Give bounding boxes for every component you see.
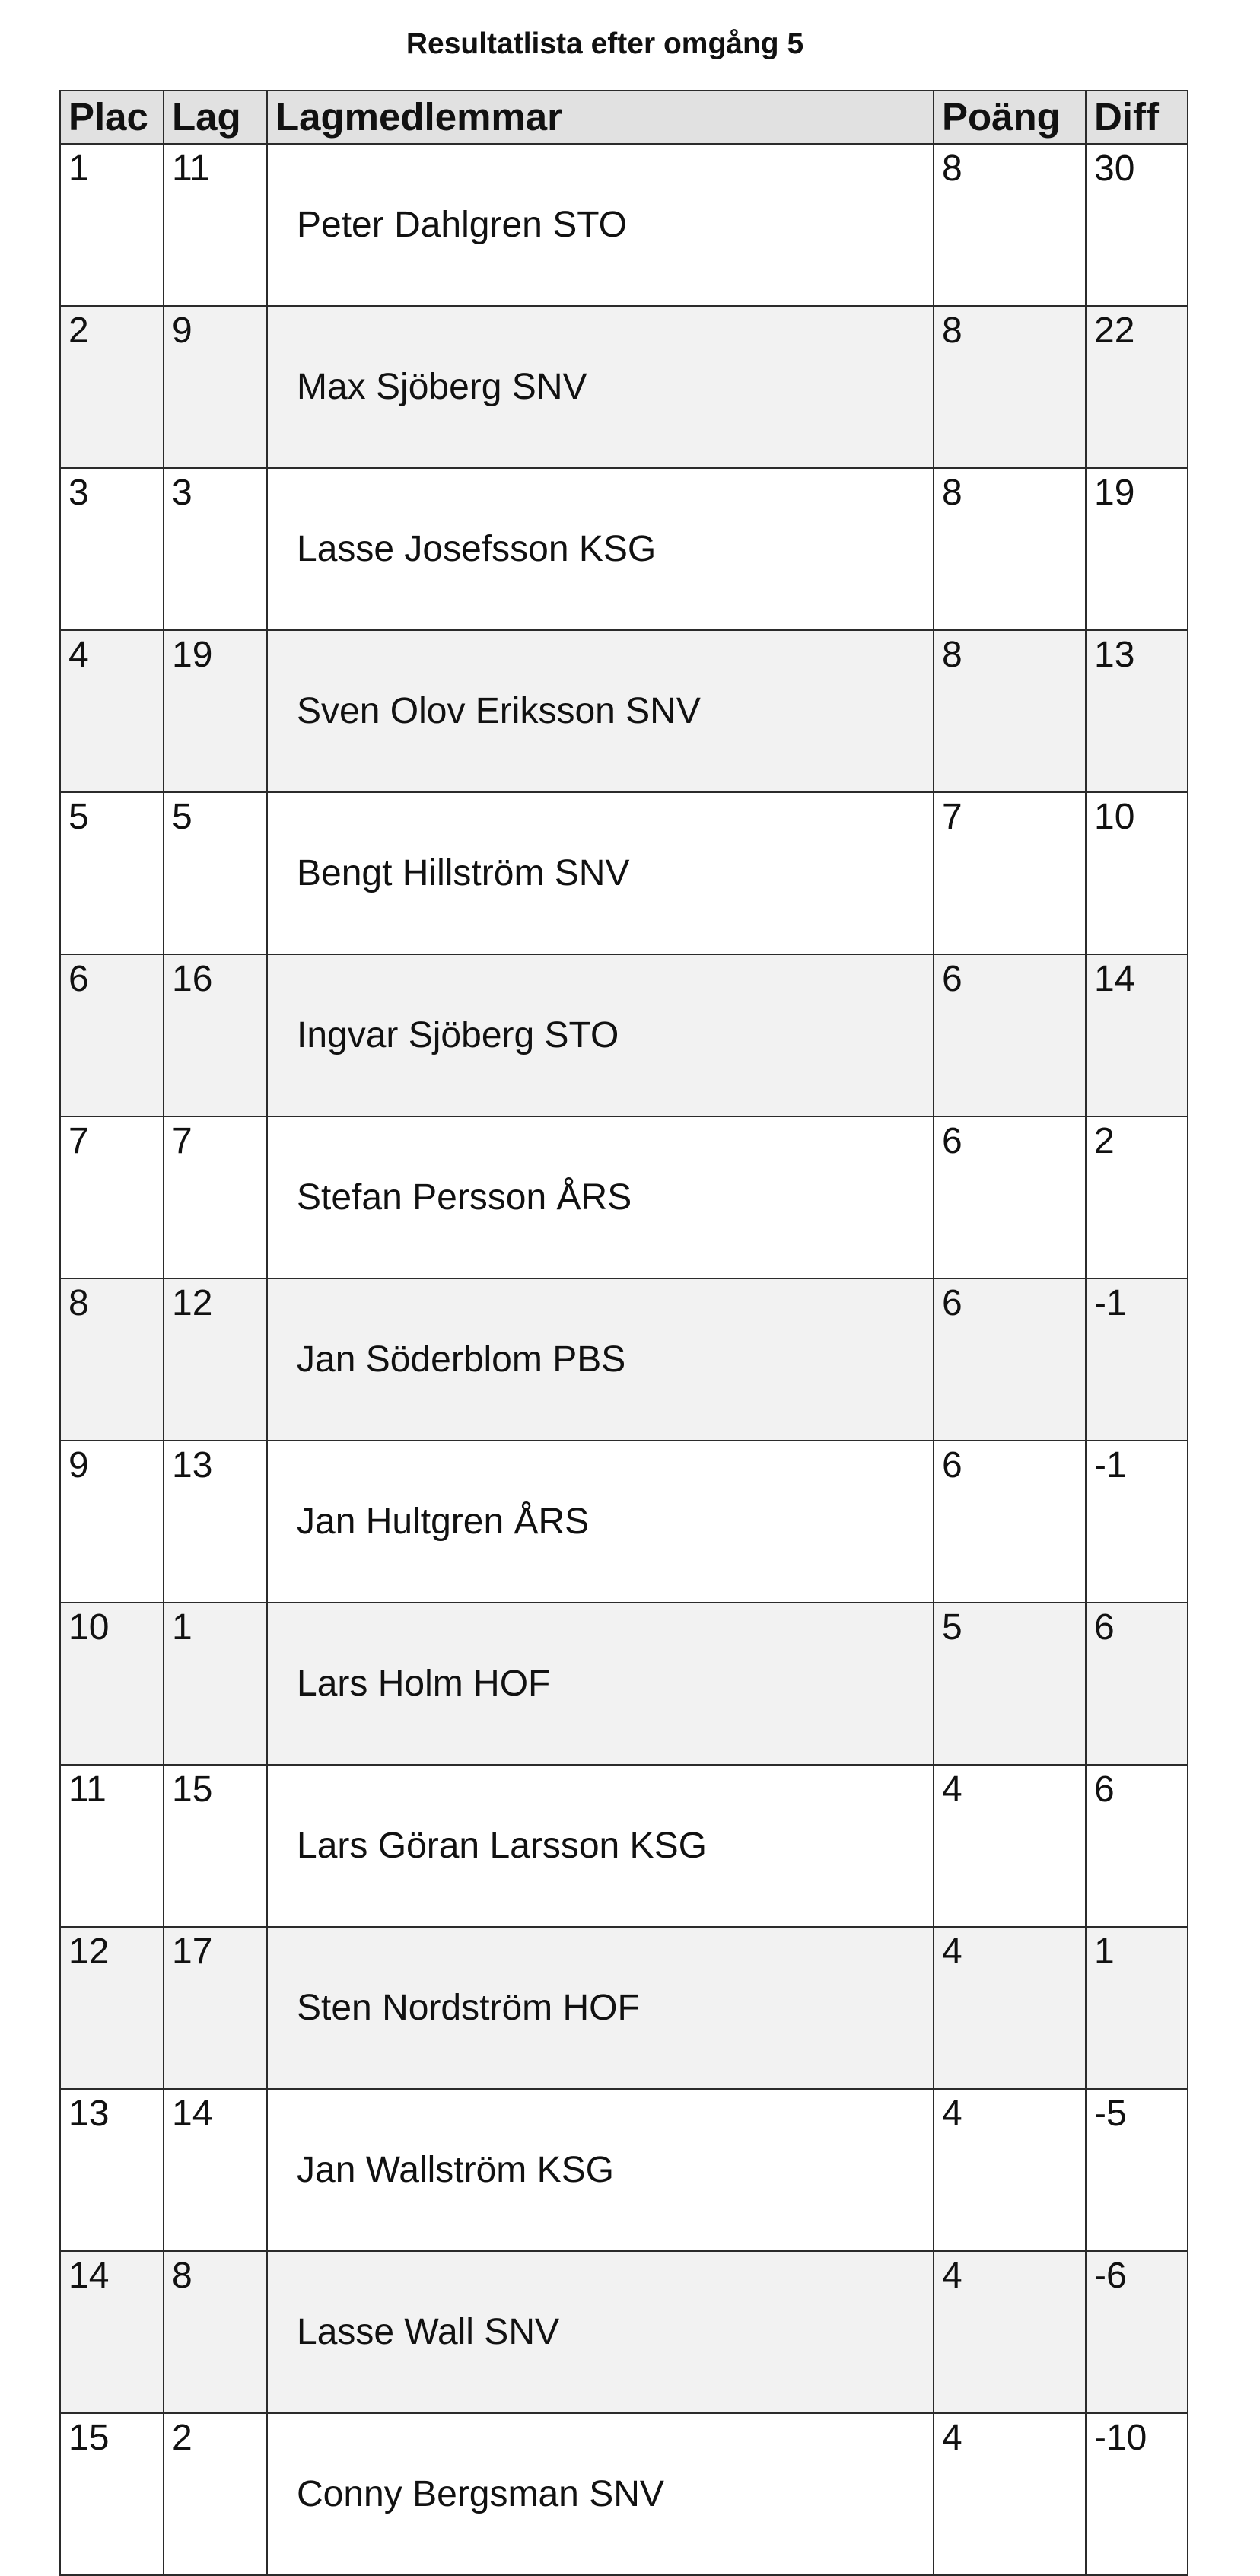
header-lag: Lag: [164, 91, 267, 144]
table-row: [60, 2089, 1188, 2251]
cell-lagmedlemmar: Bengt Hillström SNV: [267, 792, 934, 954]
cell-poang: 5: [934, 1603, 1086, 1765]
cell-plac: 1: [60, 144, 164, 306]
table-row: [60, 1278, 1188, 1441]
cell-lagmedlemmar: Conny Bergsman SNV: [267, 2413, 934, 2575]
cell-plac: 12: [60, 1927, 164, 2089]
cell-diff: 6: [1086, 1603, 1188, 1765]
cell-lag: 11: [164, 144, 267, 306]
cell-diff: -1: [1086, 1278, 1188, 1441]
results-table: [59, 90, 1188, 2576]
cell-lagmedlemmar: Jan Wallström KSG: [267, 2089, 934, 2251]
cell-diff: 30: [1086, 144, 1188, 306]
cell-plac: 4: [60, 630, 164, 792]
cell-lag: 9: [164, 306, 267, 468]
table-row: [60, 1441, 1188, 1603]
cell-plac: 14: [60, 2251, 164, 2413]
header-lagmedlemmar: Lagmedlemmar: [267, 91, 934, 144]
table-row: [60, 306, 1188, 468]
table-row: [60, 1603, 1188, 1765]
cell-diff: -10: [1086, 2413, 1188, 2575]
cell-poang: 8: [934, 468, 1086, 630]
cell-plac: 10: [60, 1603, 164, 1765]
table-row: [60, 630, 1188, 792]
cell-diff: 1: [1086, 1927, 1188, 2089]
results-body: [60, 144, 1188, 2575]
cell-poang: 6: [934, 1278, 1086, 1441]
table-row: [60, 792, 1188, 954]
cell-diff: -6: [1086, 2251, 1188, 2413]
cell-lagmedlemmar: Jan Söderblom PBS: [267, 1278, 934, 1441]
cell-plac: 8: [60, 1278, 164, 1441]
cell-lagmedlemmar: Ingvar Sjöberg STO: [267, 954, 934, 1116]
cell-diff: 6: [1086, 1765, 1188, 1927]
cell-lagmedlemmar: Sven Olov Eriksson SNV: [267, 630, 934, 792]
cell-diff: 22: [1086, 306, 1188, 468]
table-row: [60, 2413, 1188, 2575]
cell-poang: 8: [934, 306, 1086, 468]
cell-poang: 7: [934, 792, 1086, 954]
cell-plac: 5: [60, 792, 164, 954]
cell-lag: 16: [164, 954, 267, 1116]
cell-lag: 19: [164, 630, 267, 792]
page-title: Resultatlista efter omgång 5: [406, 27, 804, 60]
cell-poang: 4: [934, 1927, 1086, 2089]
cell-poang: 8: [934, 630, 1086, 792]
table-row: [60, 1927, 1188, 2089]
cell-diff: 13: [1086, 630, 1188, 792]
cell-diff: -5: [1086, 2089, 1188, 2251]
cell-lag: 17: [164, 1927, 267, 2089]
table-row: [60, 1116, 1188, 1278]
cell-lag: 5: [164, 792, 267, 954]
cell-lag: 14: [164, 2089, 267, 2251]
table-row: [60, 2251, 1188, 2413]
cell-poang: 4: [934, 2413, 1086, 2575]
cell-plac: 2: [60, 306, 164, 468]
cell-lag: 3: [164, 468, 267, 630]
cell-lag: 13: [164, 1441, 267, 1603]
header-row: [60, 91, 1188, 144]
cell-lagmedlemmar: Lasse Wall SNV: [267, 2251, 934, 2413]
cell-poang: 4: [934, 1765, 1086, 1927]
cell-poang: 6: [934, 1441, 1086, 1603]
table-row: [60, 144, 1188, 306]
table-row: [60, 1765, 1188, 1927]
cell-plac: 15: [60, 2413, 164, 2575]
cell-plac: 6: [60, 954, 164, 1116]
table-row: [60, 468, 1188, 630]
cell-diff: 10: [1086, 792, 1188, 954]
cell-lagmedlemmar: Lasse Josefsson KSG: [267, 468, 934, 630]
header-poang: Poäng: [934, 91, 1086, 144]
cell-poang: 4: [934, 2089, 1086, 2251]
cell-lag: 2: [164, 2413, 267, 2575]
cell-poang: 8: [934, 144, 1086, 306]
cell-plac: 3: [60, 468, 164, 630]
cell-lagmedlemmar: Jan Hultgren ÅRS: [267, 1441, 934, 1603]
cell-lagmedlemmar: Lars Göran Larsson KSG: [267, 1765, 934, 1927]
cell-diff: 2: [1086, 1116, 1188, 1278]
cell-lag: 1: [164, 1603, 267, 1765]
cell-diff: 14: [1086, 954, 1188, 1116]
cell-lag: 8: [164, 2251, 267, 2413]
cell-diff: 19: [1086, 468, 1188, 630]
header-diff: Diff: [1086, 91, 1188, 144]
header-plac: Plac: [60, 91, 164, 144]
cell-lag: 7: [164, 1116, 267, 1278]
cell-lagmedlemmar: Stefan Persson ÅRS: [267, 1116, 934, 1278]
cell-lag: 15: [164, 1765, 267, 1927]
cell-poang: 6: [934, 954, 1086, 1116]
cell-plac: 9: [60, 1441, 164, 1603]
cell-diff: -1: [1086, 1441, 1188, 1603]
cell-poang: 6: [934, 1116, 1086, 1278]
cell-plac: 7: [60, 1116, 164, 1278]
cell-lag: 12: [164, 1278, 267, 1441]
cell-lagmedlemmar: Max Sjöberg SNV: [267, 306, 934, 468]
table-row: [60, 954, 1188, 1116]
cell-poang: 4: [934, 2251, 1086, 2413]
cell-lagmedlemmar: Lars Holm HOF: [267, 1603, 934, 1765]
cell-lagmedlemmar: Sten Nordström HOF: [267, 1927, 934, 2089]
cell-plac: 13: [60, 2089, 164, 2251]
cell-lagmedlemmar: Peter Dahlgren STO: [267, 144, 934, 306]
cell-plac: 11: [60, 1765, 164, 1927]
